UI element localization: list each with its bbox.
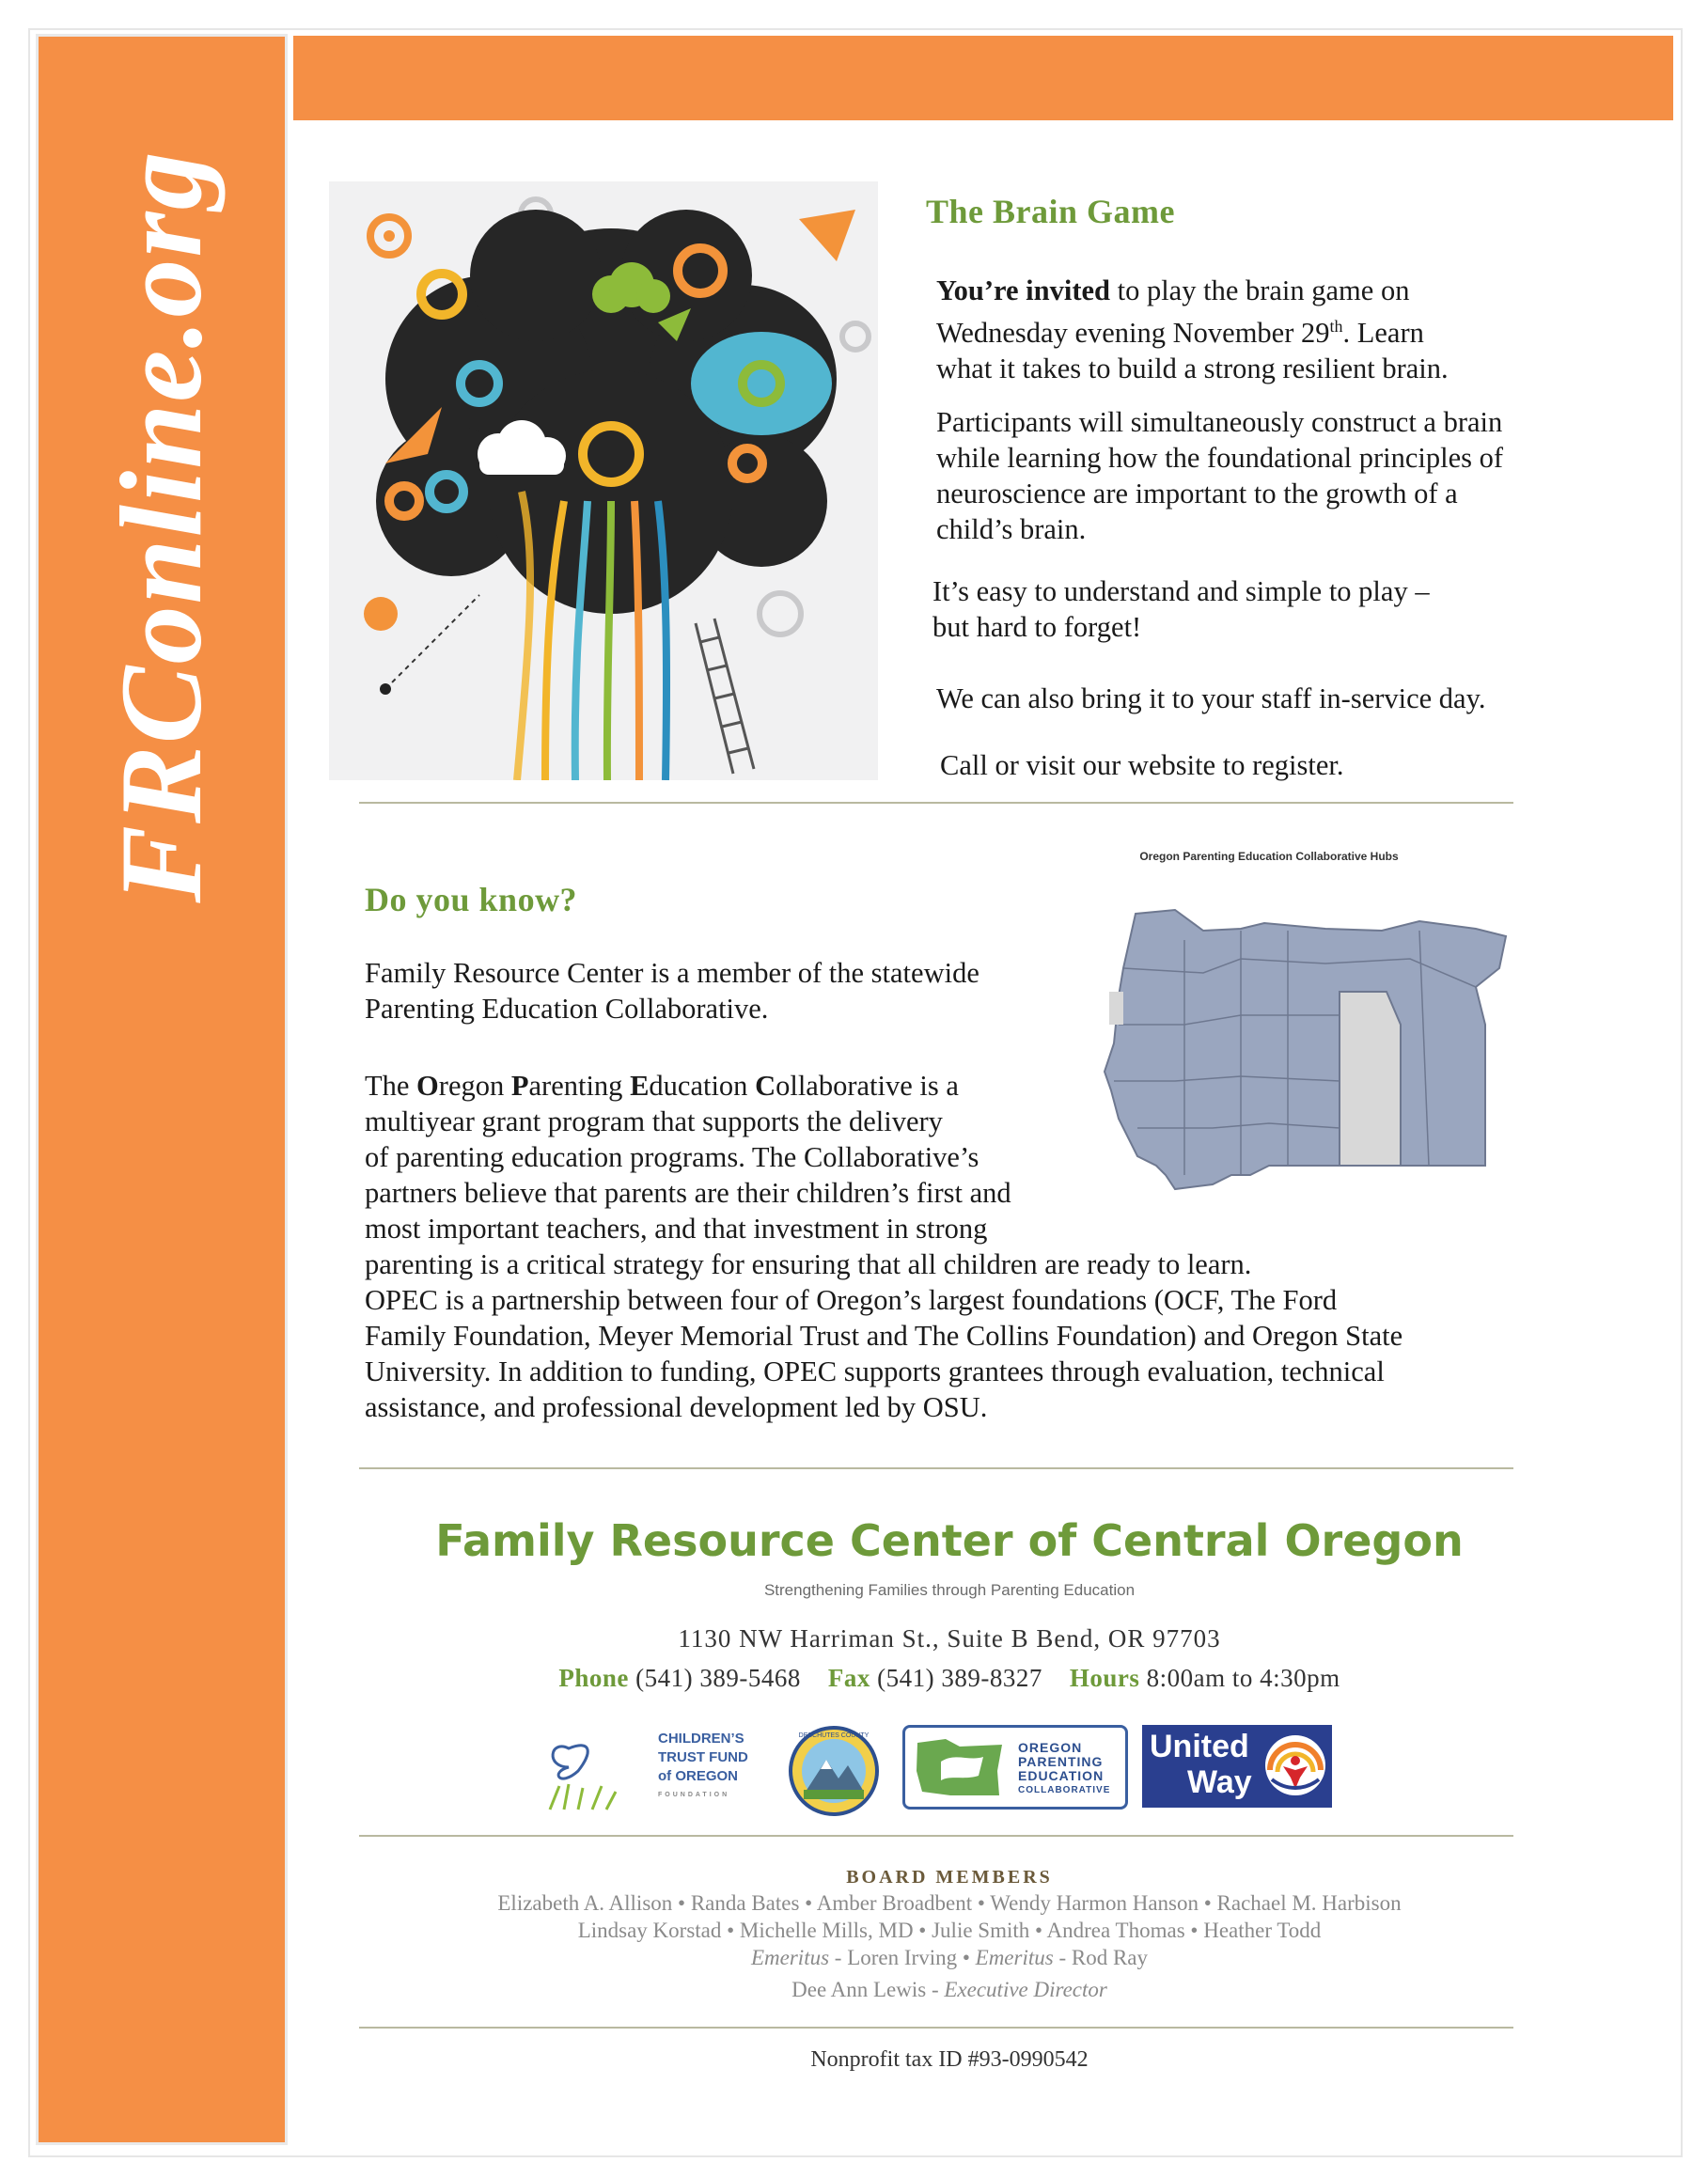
executive-director-line bbox=[329, 1978, 1570, 2002]
brain-illustration bbox=[329, 181, 878, 780]
brain-game-invite bbox=[936, 273, 1538, 386]
member-line: Family Resource Center is a member of the statewide bbox=[365, 957, 979, 989]
emeritus-label: Emeritus bbox=[975, 1946, 1054, 1969]
invite-sup: th bbox=[1329, 317, 1343, 336]
website-vertical-text: FRConline.org bbox=[97, 149, 226, 903]
opec-line: of parenting education programs. The Collaborative’s bbox=[365, 1141, 979, 1173]
opec-text: ollaborative is a bbox=[776, 1070, 959, 1102]
org-address: 1130 NW Harriman St., Suite B Bend, OR 97703 bbox=[678, 1624, 1221, 1653]
desc-line: while learning how the foundational principles of bbox=[936, 442, 1504, 474]
phone-label: Phone bbox=[558, 1664, 629, 1692]
board-members-line-1: Elizabeth A. Allison • Randa Bates • Amber Broadbent • Wendy Harmon Hanson • Rachael M. Harbison bbox=[497, 1891, 1402, 1915]
brain-game-heading: The Brain Game bbox=[926, 193, 1175, 230]
invite-text-2: Wednesday evening November 29 bbox=[936, 317, 1330, 350]
childrens-trust-fund-logo bbox=[658, 1730, 761, 1805]
opec-line: parenting is a critical strategy for ensuring that all children are ready to learn. bbox=[365, 1248, 1252, 1280]
opec-text: ducation bbox=[649, 1070, 756, 1102]
director-title: Executive Director bbox=[944, 1978, 1107, 2001]
invite-text-4: what it takes to build a strong resilient brain. bbox=[936, 353, 1449, 385]
opec-line: partners believe that parents are their children’s first and bbox=[365, 1177, 1011, 1209]
opec-line: OPEC is a partnership between four of Oregon’s largest foundations (OCF, The Ford bbox=[365, 1284, 1338, 1316]
map-title: Oregon Parenting Education Collaborative Hubs bbox=[1139, 850, 1399, 863]
easy-line: It’s easy to understand and simple to play – bbox=[932, 575, 1430, 607]
opec-line: University. In addition to funding, OPEC supports grantees through evaluation, technical bbox=[365, 1355, 1385, 1387]
opec-logo-line: OREGON bbox=[1018, 1740, 1083, 1755]
desc-line: neuroscience are important to the growth of a bbox=[936, 478, 1458, 509]
united-way-text: Way bbox=[1187, 1764, 1252, 1800]
board-members-heading: BOARD MEMBERS bbox=[846, 1867, 1053, 1888]
emeritus-name: - Rod Ray bbox=[1053, 1946, 1149, 1969]
divider bbox=[359, 2027, 1513, 2029]
easy-line: but hard to forget! bbox=[932, 611, 1142, 643]
divider bbox=[359, 1467, 1513, 1469]
member-line: Parenting Education Collaborative. bbox=[365, 993, 769, 1025]
opec-initial: O bbox=[416, 1070, 439, 1102]
opec-text: The bbox=[365, 1070, 417, 1102]
do-you-know-heading: Do you know? bbox=[365, 881, 578, 918]
emeritus-name: - Loren Irving • bbox=[829, 1946, 976, 1969]
desc-line: child’s brain. bbox=[936, 513, 1087, 545]
phone-number: (541) 389-5468 bbox=[635, 1664, 801, 1692]
opec-initial: P bbox=[510, 1070, 529, 1102]
ctf-line: CHILDREN’S bbox=[658, 1731, 744, 1747]
opec-initial: C bbox=[755, 1070, 776, 1102]
opec-line: Family Foundation, Meyer Memorial Trust and The Collins Foundation) and Oregon State bbox=[365, 1320, 1403, 1352]
opec-line: multiyear grant program that supports the delivery bbox=[365, 1105, 943, 1137]
opec-logo bbox=[902, 1725, 1128, 1810]
brain-game-description bbox=[936, 404, 1538, 547]
brain-game-register: Call or visit our website to register. bbox=[940, 749, 1344, 781]
opec-text: arenting bbox=[528, 1070, 631, 1102]
hours-label: Hours bbox=[1069, 1664, 1140, 1692]
brain-game-easy bbox=[932, 573, 1534, 645]
opec-line: most important teachers, and that investment in strong bbox=[365, 1213, 988, 1245]
opec-paragraph bbox=[365, 1068, 1549, 1425]
hours-value: 8:00am to 4:30pm bbox=[1146, 1664, 1340, 1692]
opec-logo-line: EDUCATION bbox=[1018, 1768, 1105, 1783]
frc-member-paragraph bbox=[365, 955, 1117, 1026]
ctf-line: of OREGON bbox=[658, 1768, 738, 1784]
top-banner-bar bbox=[293, 36, 1673, 120]
partner-logos bbox=[541, 1720, 1340, 1814]
org-name: Family Resource Center of Central Oregon bbox=[435, 1515, 1464, 1566]
opec-text: regon bbox=[438, 1070, 511, 1102]
invite-text-3: . Learn bbox=[1342, 317, 1424, 350]
divider bbox=[359, 1835, 1513, 1837]
emeritus-line bbox=[329, 1946, 1570, 1970]
desc-line: Participants will simultaneously construct a brain bbox=[936, 406, 1503, 438]
united-way-text: United bbox=[1150, 1729, 1249, 1764]
divider bbox=[359, 802, 1513, 804]
board-members-line-2: Lindsay Korstad • Michelle Mills, MD • Julie Smith • Andrea Thomas • Heather Todd bbox=[577, 1919, 1322, 1942]
invite-text-1: to play the brain game on bbox=[1109, 274, 1410, 306]
fax-label: Fax bbox=[827, 1664, 870, 1692]
brain-game-inservice: We can also bring it to your staff in-service day. bbox=[936, 682, 1486, 714]
deschutes-county-seal bbox=[787, 1724, 881, 1818]
org-contact bbox=[329, 1664, 1570, 1693]
opec-initial: E bbox=[630, 1070, 650, 1102]
opec-line: assistance, and professional development led by OSU. bbox=[365, 1391, 988, 1423]
tax-id: Nonprofit tax ID #93-0990542 bbox=[810, 2047, 1089, 2072]
fax-number: (541) 389-8327 bbox=[877, 1664, 1042, 1692]
ctf-line: FOUNDATION bbox=[658, 1792, 730, 1798]
butterfly-logo bbox=[541, 1730, 644, 1812]
director-name: Dee Ann Lewis - bbox=[791, 1978, 945, 2001]
org-tagline: Strengthening Families through Parenting Education bbox=[763, 1581, 1136, 1599]
opec-line-1 bbox=[365, 1068, 1549, 1104]
united-way-logo bbox=[1142, 1725, 1332, 1808]
opec-logo-line: COLLABORATIVE bbox=[1018, 1785, 1111, 1795]
ctf-line: TRUST FUND bbox=[658, 1749, 748, 1765]
opec-logo-line: PARENTING bbox=[1018, 1754, 1104, 1769]
emeritus-label: Emeritus bbox=[750, 1946, 830, 1969]
invite-bold: You’re invited bbox=[936, 274, 1110, 306]
deschutes-seal-text: DESCHUTES COUNTY bbox=[798, 1732, 870, 1739]
